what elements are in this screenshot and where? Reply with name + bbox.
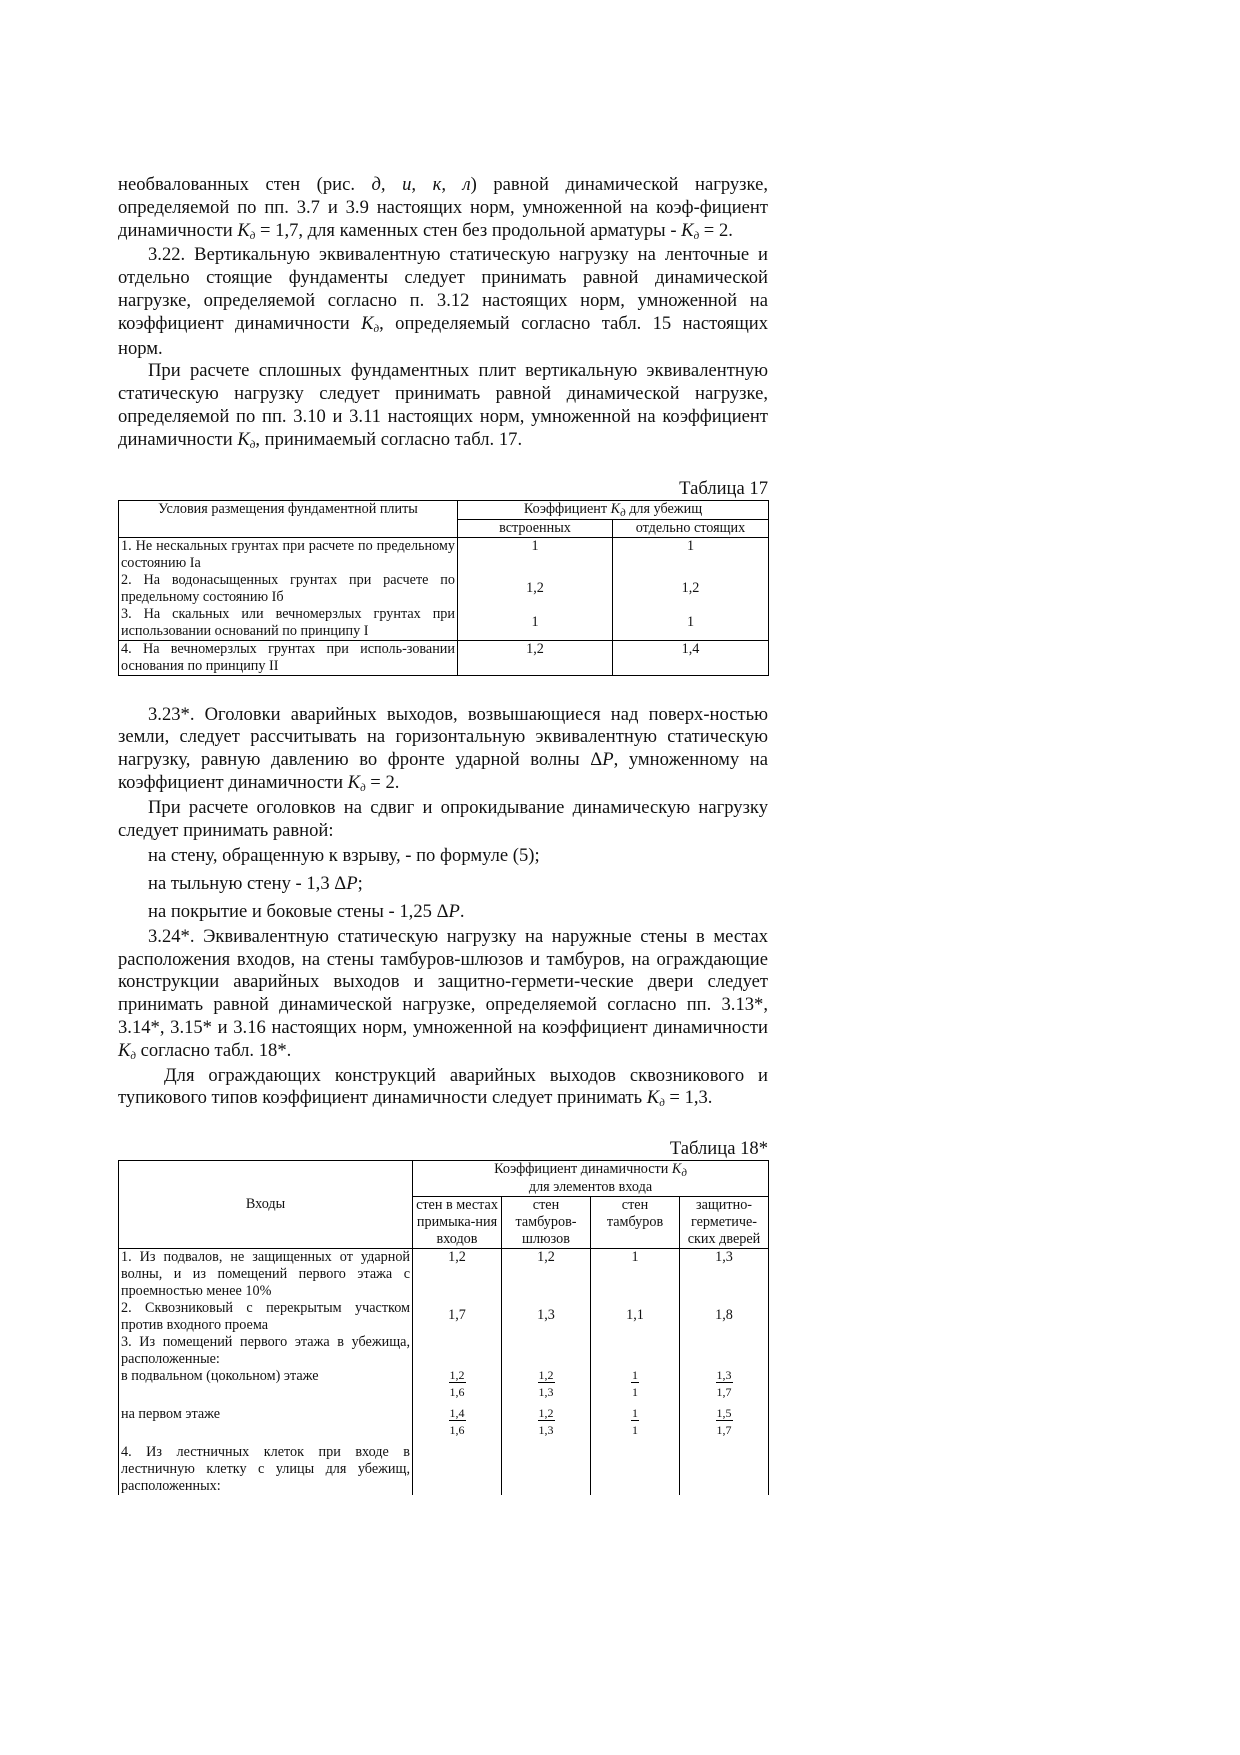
- paragraph-1: необвалованных стен (рис. д, и, к, л) равной динамической нагрузке, определяемой по пп. 3.7 и 3.9 настоящих норм, умноженной на коэф-фициент динамичности Kд = 1,7, для каменных стен без продольной арматуры - Kд = 2.: [118, 174, 768, 242]
- fraction-value: $\frac{1,5}{1,7}$: [716, 1406, 732, 1438]
- table-18-header-vestibule-walls: стен тамбуров: [591, 1197, 680, 1249]
- table-17-header-coefficient: Коэффициент $K_д$ для убежищ: [458, 500, 769, 519]
- list-item-front-wall: на стену, обращенную к взрыву, - по формуле (5);: [148, 845, 540, 867]
- table-row: 3. Из помещений первого этажа в убежища, расположенные:: [119, 1334, 769, 1368]
- table-row: на первом этаже $\frac{1,4}{1,6}$ $\frac{1,2}{1,3}$ $\frac{1}{1}$ $\frac{1,5}{1,7}$: [119, 1406, 769, 1444]
- table-18-header-entrances: Входы: [119, 1161, 413, 1249]
- table-row: 2. Сквозниковый с перекрытым участком против входного проема 1,7 1,3 1,1 1,8: [119, 1300, 769, 1334]
- fraction-value: $\frac{1,2}{1,6}$: [449, 1368, 465, 1400]
- table-18-caption: Таблица 18*: [669, 1138, 768, 1160]
- table-17-header-built-in: встроенных: [458, 519, 613, 537]
- table-17-caption: Таблица 17: [679, 477, 768, 499]
- fraction-value: $\frac{1,4}{1,6}$: [449, 1406, 465, 1438]
- paragraph-headers-shear: При расчете оголовков на сдвиг и опрокидывание динамическую нагрузку следует принимать равной:: [118, 796, 768, 841]
- table-18: [118, 1160, 769, 1495]
- table-17-header-freestanding: отдельно стоящих: [613, 519, 769, 537]
- table-17-header-conditions: Условия размещения фундаментной плиты: [119, 500, 458, 537]
- table-row: 1. Не нескальных грунтах при расчете по предельному состоянию Iа 1 1: [119, 537, 769, 572]
- figure-refs: д, и, к, л: [371, 174, 471, 195]
- paragraph-emergency-exits: Для ограждающих конструкций аварийных выходов сквозникового и тупикового типов коэффициент динамичности следует принимать Kд = 1,3.: [118, 1064, 768, 1110]
- document-page: [118, 174, 768, 1495]
- table-17: [118, 500, 769, 676]
- table-row: 1. Из подвалов, не защищенных от ударной волны, и из помещений первого этажа с проемностью менее 10% 1,2 1,2 1 1,3: [119, 1249, 769, 1301]
- table-18-header-adjoining-walls: стен в местах примыка-ния входов: [413, 1197, 502, 1249]
- paragraph-3-22: 3.22. Вертикальную эквивалентную статическую нагрузку на ленточные и отдельно стоящие фундаменты следует принимать равной динамической нагрузке, определяемой согласно п. 3.12 настоящих норм, умноженной на коэффициент динамичности Kд, определяемый согласно табл. 15 настоящих норм.: [118, 244, 769, 359]
- table-18-header-airlock-walls: стен тамбуров-шлюзов: [502, 1197, 591, 1249]
- list-item-roof: на покрытие и боковые стены - 1,25 ΔP.: [148, 900, 465, 922]
- table-row: 2. На водонасыщенных грунтах при расчете по предельному состоянию Iб 1,2 1,2: [119, 572, 769, 606]
- paragraph-3-23: 3.23*. Оголовки аварийных выходов, возвышающиеся над поверх-ностью земли, следует рассчитывать на горизонтальную эквивалентную статическую нагрузку, равную давлению во фронте ударной волны ΔP, умноженному на коэффициент динамичности Kд = 2.: [118, 703, 769, 794]
- table-row: 4. На вечномерзлых грунтах при исполь-зовании основания по принципу II 1,2 1,4: [119, 640, 769, 675]
- fraction-value: $\frac{1}{1}$: [632, 1368, 638, 1400]
- fraction-value: $\frac{1,3}{1,7}$: [716, 1368, 732, 1400]
- table-18-header-doors: защитно-герметиче-ских дверей: [680, 1197, 769, 1249]
- list-item-rear-wall: на тыльную стену - 1,3 ΔP;: [148, 873, 363, 895]
- table-18-header-coefficient: Коэффициент динамичности $K_д$ для элементов входа: [413, 1161, 769, 1197]
- fraction-value: $\frac{1}{1}$: [632, 1406, 638, 1438]
- fraction-value: $\frac{1,2}{1,3}$: [538, 1406, 554, 1438]
- paragraph-3-24: 3.24*. Эквивалентную статическую нагрузку на наружные стены в местах расположения входов, на стены тамбуров-шлюзов и тамбуров, на ограждающие конструкции аварийных выходов и защитно-гермети-ческие двери следует принимать равной динамической нагрузке, определяемой согласно пп. 3.13*, 3.14*, 3.15* и 3.16 настоящих норм, умноженной на коэффициент динамичности Kд согласно табл. 18*.: [118, 925, 768, 1062]
- table-row: 3. На скальных или вечномерзлых грунтах при использовании оснований по принципу I 1 1: [119, 606, 769, 641]
- table-row: 4. Из лестничных клеток при входе в лестничную клетку с улицы для убежищ, расположенных:: [119, 1444, 769, 1495]
- paragraph-foundation-slabs: При расчете сплошных фундаментных плит вертикальную эквивалентную статическую нагрузку следует принимать равной динамической нагрузке, определяемой по пп. 3.10 и 3.11 настоящих норм, умноженной на коэффициент динамичности Kд, принимаемый согласно табл. 17.: [118, 360, 768, 451]
- fraction-value: $\frac{1,2}{1,3}$: [538, 1368, 554, 1400]
- table-row: в подвальном (цокольном) этаже $\frac{1,2}{1,6}$ $\frac{1,2}{1,3}$ $\frac{1}{1}$ $\frac{1,3}{1,7}$: [119, 1368, 769, 1406]
